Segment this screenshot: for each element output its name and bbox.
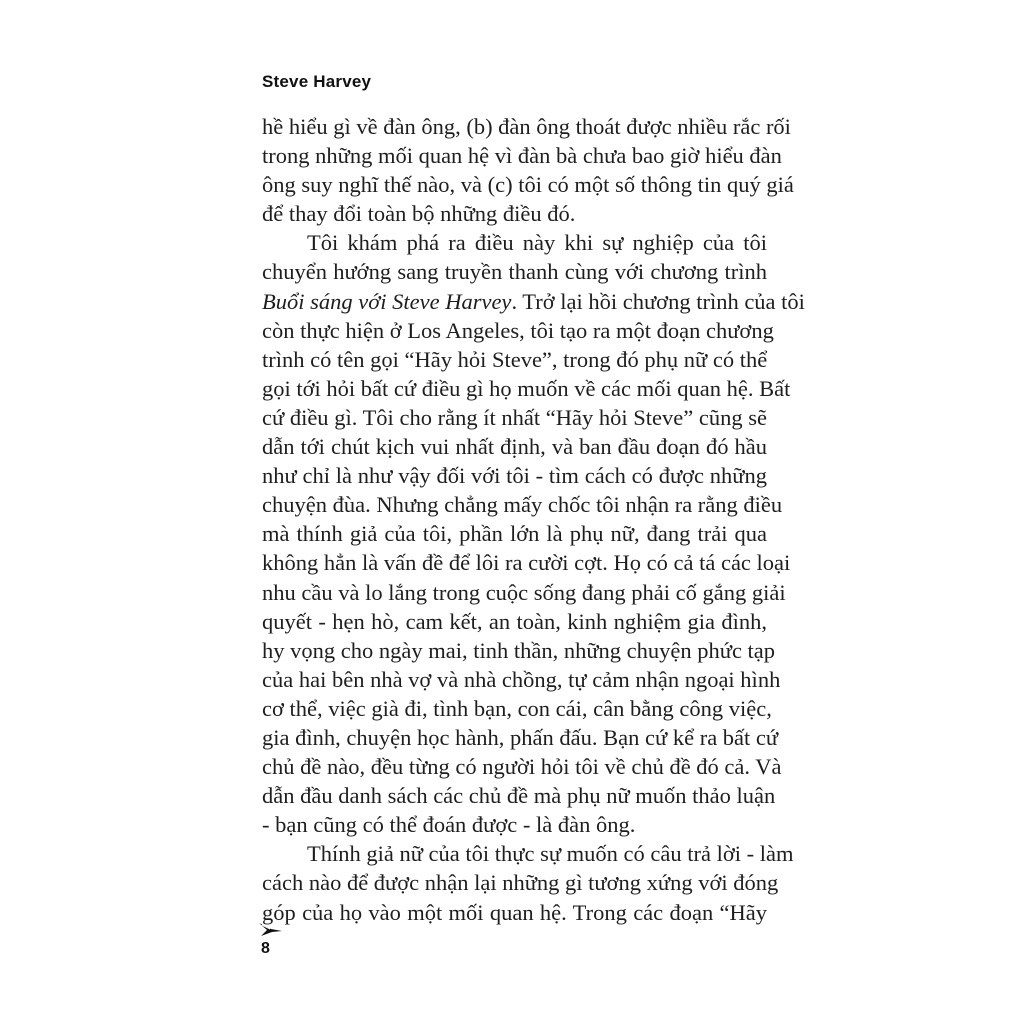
text-line: cách nào để được nhận lại những gì tương xứng với đóng [262,870,779,896]
text-line: - bạn cũng có thể đoán được - là đàn ông. [262,812,636,838]
text-line: chuyển hướng sang truyền thanh cùng với chương trình [262,259,767,285]
text-line: cứ điều gì. Tôi cho rằng ít nhất “Hãy hỏi Steve” cũng sẽ [262,404,767,430]
text-line: Thính giả nữ của tôi thực sự muốn có câu trả lời - làm [307,841,794,867]
text-line: chủ đề nào, đều từng có người hỏi tôi về chủ đề đó cả. Và [262,754,782,780]
text-line: gia đình, chuyện học hành, phấn đấu. Bạn cứ kể ra bất cứ [262,724,779,750]
text-line: góp của họ vào một mối quan hệ. Trong các đoạn “Hãy [262,899,767,925]
text-line [262,287,805,316]
text-line: quyết - hẹn hò, cam kết, an toàn, kinh nghiệm gia đình, [262,608,767,634]
text-line: gọi tới hỏi bất cứ điều gì họ muốn về các mối quan hệ. Bất [262,375,791,401]
text-line: Tôi khám phá ra điều này khi sự nghiệp của tôi [307,230,767,256]
text-line: trình có tên gọi “Hãy hỏi Steve”, trong đó phụ nữ có thể [262,346,768,372]
body-text [262,112,805,927]
paragraph [262,228,805,839]
text-line: mà thính giả của tôi, phần lớn là phụ nữ, đang trải qua [262,521,767,547]
text-line: trong những mối quan hệ vì đàn bà chưa bao giờ hiểu đàn [262,143,782,169]
publisher-bird-icon [258,920,284,938]
text-line: hề hiểu gì về đàn ông, (b) đàn ông thoát được nhiều rắc rối [262,114,791,139]
text-line: còn thực hiện ở Los Angeles, tôi tạo ra một đoạn chương [262,317,774,343]
page-number: 8 [261,940,270,957]
paragraph [262,839,794,926]
text-line: hy vọng cho ngày mai, tinh thần, những chuyện phức tạp [262,637,776,663]
text-line: ông suy nghĩ thế nào, và (c) tôi có một số thông tin quý giá [262,172,794,198]
text-line: như chỉ là như vậy đối với tôi - tìm cách có được những [262,463,767,489]
text-line: không hẳn là vấn đề để lôi ra cười cợt. Họ có cả tá các loại [262,550,791,576]
text-line: để thay đổi toàn bộ những điều đó. [262,201,576,227]
text-line: chuyện đùa. Nhưng chẳng mấy chốc tôi nhận ra rằng điều [262,492,783,518]
book-title-italic: Buổi sáng với Steve Harvey [262,288,512,314]
paragraph [262,112,794,228]
running-head: Steve Harvey [262,72,372,91]
text-fragment: . Trở lại hồi chương trình của tôi [511,288,805,314]
text-line: nhu cầu và lo lắng trong cuộc sống đang phải cố gắng giải [262,579,786,605]
text-line: dẫn đầu danh sách các chủ đề mà phụ nữ muốn thảo luận [262,783,776,809]
text-line: cơ thể, việc già đi, tình bạn, con cái, cân bằng công việc, [262,695,772,721]
text-line: của hai bên nhà vợ và nhà chồng, tự cảm nhận ngoại hình [262,666,781,692]
text-line: dẫn tới chút kịch vui nhất định, và ban đầu đoạn đó hầu [262,434,767,460]
